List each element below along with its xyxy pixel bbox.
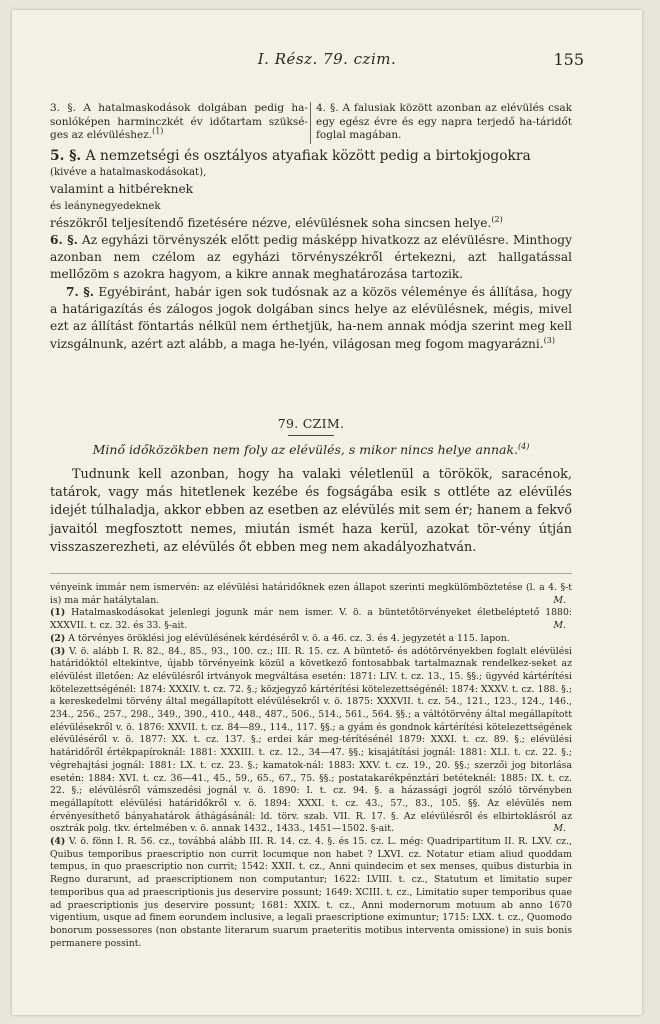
footnote-number: (4) (50, 836, 66, 848)
section-6 (50, 232, 572, 284)
footnotes (50, 582, 572, 950)
book-page (12, 10, 642, 1015)
section-6-text: Az egyházi törvényszék előtt pedig másképp hivatkozz az elévülésre. Minthogy azonban nem czélom az egyházi törvényszékről értekezni, azt hallgatással mellőzöm s azokra hagyom, a kikre annak meghatározása tartozik. (50, 232, 572, 282)
chapter-body (50, 466, 572, 557)
section-5-line-2: (kivéve a hatalmaskodásokat), (50, 167, 207, 179)
right-column: 4. §. A falusiak között azonban az elévülés csak egy egész évre és egy napra terjedő ha-táridőt foglal magában. (316, 102, 572, 141)
footnote-text: A törvényes öröklési jog elévülésének kérdéséről v. ö. a 46. cz. 3. és 4. jegyzetét a 115. lapon. (68, 632, 510, 644)
running-header (12, 50, 642, 72)
footnote-text: V. ö. fönn I. R. 56. cz., továbbá alább III. R. 14. cz. 4. §. és 15. cz. L. még: Quadripartitum II. R. LXV. cz., Quibus temporibus praescriptio non currit locumque non habet ? LXVI. cz. Notatur etiam aliud quoddam tempus, in quo praescriptio non currit; 1542: XXII. t. cz., Anni quindecim et sex menses, quibus disturbia in Regno durarunt, ad praescriptionem non computantur; 1622: LVIII. t. cz., Statutum et limitatio super temporibus qua ad praescriptionis jus deservire possunt; 1649: XCIII. t. cz., Limitatio super temporibus quae ad praescriptionis jus deservire possunt; 1681: XXIX. t. cz., Anni modernorum motuum ab anno 1670 vigentium, usque ad finem eorundem inclusive, a legali praescriptione eximuntur; 1715: LXX. t. cz., Quomodo bonorum possessores (non obstante literarum suarum praeteritis motibus interventa omissione) in suis bonis permanere possint. (50, 836, 572, 949)
section-5-conclusion: részökről teljesítendő fizetésére nézve, elévülésnek soha sincsen helye. (50, 215, 492, 230)
two-column-block (50, 102, 572, 144)
footnote-1 (50, 607, 572, 632)
footnote-3 (50, 646, 572, 837)
section-3-text: 3. §. A hatalmaskodások dolgában pedig ha-sonlóképen harminczkét év időtartam szüksé-ges az elévüléshez. (50, 102, 308, 141)
section-5-heading-text: A nemzetségi és osztályos atyafiak között pedig a birtokjogokra (85, 148, 531, 164)
footnote-signature: M. (553, 823, 566, 835)
page-number: 155 (553, 50, 584, 69)
chapter-heading (50, 416, 572, 458)
footnote-divider (50, 573, 572, 574)
section-number: 5. §. (50, 148, 82, 164)
section-5-line-5 (50, 215, 572, 232)
body-paragraph: Tudnunk kell azonban, hogy ha valaki véletlenül a törökök, saracénok, tatárok, vagy más hitetlenek kezébe és fogságába esik s ottléte az elévülés idejét túlhaladja, akkor ebben az esetben az elévülés mit sem ér; hanem a fekvő javaitól megfosztott nemes, miután ismét haza kerül, azokat tör-vény útján visszaszerezheti, az elévülés őt ebben meg nem akadályozhatván. (50, 467, 572, 555)
footnote-ref: (4) (518, 441, 530, 451)
footnote-ref: (1) (152, 126, 164, 136)
footnote-signature: M. (553, 620, 566, 632)
section-7 (50, 284, 572, 353)
footnote-number: (3) (50, 645, 66, 657)
section-number: 7. §. (66, 284, 95, 299)
section-5-line-1 (50, 148, 572, 165)
section-5-line-3: valamint a hitbéreknek (50, 182, 194, 197)
footnote-ref: (2) (491, 214, 503, 224)
footnote-continued (50, 582, 572, 607)
footnote-signature: M. (553, 594, 566, 606)
footnote-4 (50, 836, 572, 950)
chapter-title (50, 442, 572, 458)
left-column (50, 102, 308, 143)
footnote-number: (1) (50, 607, 66, 619)
footnote-ref: (3) (543, 335, 555, 345)
section-7-text: Egyébiránt, habár igen sok tudósnak az a közös véleménye és állítása, hogy a határigazítás és zálogos jogok dolgában sincs helye az elévülésnek, mégis, mivel ezt az állítást föntartás nélkül nem érthetjük, ha-nem annak módja szerint meg kell vizsgálnunk, azért azt alább, a maga he-lyén, világosan meg fogom magyarázni. (50, 284, 573, 351)
section-number: 6. §. (50, 232, 78, 247)
section-5-line-4: és leánynegyedeknek (50, 200, 161, 212)
footnote-number: (2) (50, 632, 66, 644)
footnote-2 (50, 633, 572, 646)
chapter-rule (288, 435, 334, 436)
running-title: I. Rész. 79. czim. (257, 50, 397, 68)
chapter-number: 79. CZIM. (277, 416, 345, 431)
chapter-title-text: Minő időközökben nem foly az elévülés, s mikor nincs helye annak. (92, 442, 519, 457)
main-text (50, 148, 572, 353)
column-divider (310, 102, 311, 144)
footnote-text: V. ö. alább I. R. 82., 84., 85., 93., 100. cz.; III. R. 15. cz. A büntető- és adótörvényekben foglalt elévülési határidóktól eltekintve, újabb törvényeink közül a következő fontosabbak tartalmaznak rendelkez-seket az elévülést illetően: Az elévülésről irtványok megváltása esetén: 1871: LIV. t. cz. 13., 15. §§.; ügyvéd kártérítési kötelezettségénél: 1874: XXXIV. t. cz. 72. §.; közjegyző kártérítési kötelezettségénél: 1874: XXXV. t. cz. 188. §.; a kereskedelmi törvény által megállapított elévülésekről v. ö. 1875: XXXVII. t. cz. 54., 121., 123., 124., 146., 234., 256., 257., 298., 349., 390., 410., 448., 487., 506., 514., 561., 564. §§.; a váltótörvény által megállapított elévülésekről v. ö. 1876: XXVII. t. cz. 84—89., 114., 117. §§.; a gyám és gondnok kártérítési kötelezettségének elévüléséről v. ö. 1877: XX. t. cz. 137. §.; erdei kár meg-térítésénél 1879: XXXI. t. cz. 89. §.; elévülési határidőről értékpapíroknál: 1881: XXXIII. t. cz. 12., 34—47. §§.; kisajátítási jognál: 1881: XLI. t. cz. 22. §.; végrehajtási jognál: 1881: LX. t. cz. 23. §.; kamatok-nál: 1883: XXV. t. cz. 19., 20. §§.; szerzői jog bitorlása esetén: 1884: XVI. t. cz. 36—41., 45., 59., 65., 67., 75. §§.; postatakarékpénztári betéteknél: 1885: IX. t. cz. 22. §.; elévülésről vámszedési jognál v. ö. 1890: I. t. cz. 94. §. a házassági jogról szóló törvényben megállapított elévülési határidőkről v. ö. 1894: XXXI. t. cz. 43., 57., 83., 105. §§. Az elévülés nem érvényesíthető bányahatárok áthágásánál: ld. törv. szab. VII. R. 17. §. Az elévülésről és elbirtoklásról az osztrák polg. tkv. értelmében v. ö. annak 1432., 1433., 1451—1502. §-ait. (50, 645, 572, 835)
footnote-text: vényeink immár nem ismervén: az elévülési határidőknek ezen állapot szerinti megkülömböztetése (l. a 4. §-t is) ma már hatálytalan. (50, 582, 572, 606)
footnote-text: Hatalmaskodásokat jelenlegi jogunk már nem ismer. V. ö. a büntetőtörvényeket életbeléptető 1880: XXXVII. t. cz. 32. és 33. §-ait. (50, 607, 572, 632)
